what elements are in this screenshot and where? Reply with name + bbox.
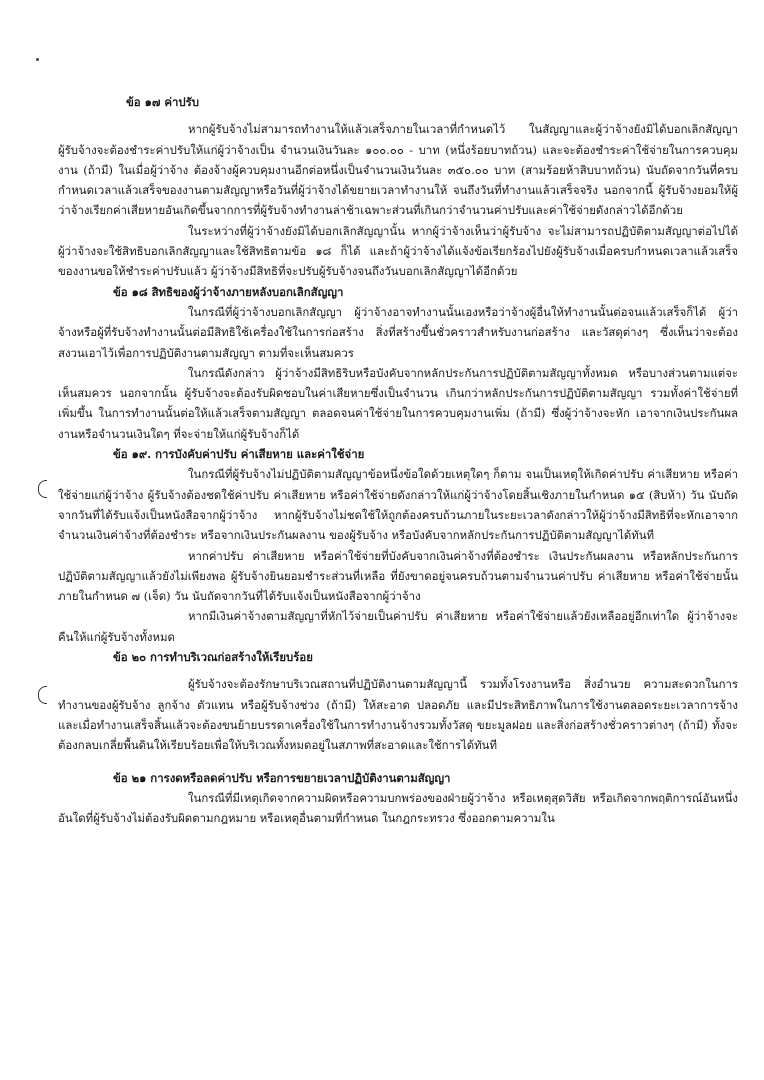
section-20-heading: ข้อ ๒๐ การทำบริเวณก่อสร้างให้เรียบร้อย: [113, 650, 313, 665]
section-17-paragraph-2: ในระหว่างที่ผู้ว่าจ้างยังมิได้บอกเลิกสัญญานั้น หากผู้ว่าจ้างเห็นว่าผู้รับจ้าง จะไม่สามารถปฏิบัติตามสัญญาต่อไปได้ ผู้ว่าจ้างจะใช้สิทธิบอกเลิกสัญญาและใช้สิทธิตามข้อ ๑๘ ก็ได้ และถ้าผู้ว่าจ้างได้แจ้งข้อเรียกร้องไปยังผู้รับจ้างเมื่อครบกำหนดเวลาแล้วเสร็จของงานขอให้ชำระค่าปรับแล้ว ผู้ว่าจ้างมีสิทธิที่จะปรับผู้รับจ้างจนถึงวันบอกเลิกสัญญาได้อีกด้วย: [58, 223, 738, 279]
section-19-paragraph-3: หากมีเงินค่าจ้างตามสัญญาที่หักไว้จ่ายเป็นค่าปรับ ค่าเสียหาย หรือค่าใช้จ่ายแล้วยังเหลืออยู่อีกเท่าใด ผู้ว่าจ้างจะคืนให้แก่ผู้รับจ้างทั้งหมด: [58, 609, 738, 644]
section-19-paragraph-1: ในกรณีที่ผู้รับจ้างไม่ปฏิบัติตามสัญญาข้อหนึ่งข้อใดด้วยเหตุใดๆ ก็ตาม จนเป็นเหตุให้เกิดค่าปรับ ค่าเสียหาย หรือค่าใช้จ่ายแก่ผู้ว่าจ้าง ผู้รับจ้างต้องชดใช้ค่าปรับ ค่าเสียหาย หรือค่าใช้จ่ายดังกล่าวให้แก่ผู้ว่าจ้างโดยสิ้นเชิงภายในกำหนด ๑๕ (สิบห้า) วัน นับถัดจากวันที่ได้รับแจ้งเป็นหนังสือจากผู้ว่าจ้าง หากผู้รับจ้างไม่ชดใช้ให้ถูกต้องครบถ้วนภายในระยะเวลาดังกล่าวให้ผู้ว่าจ้างมีสิทธิที่จะหักเอาจากจำนวนเงินค่าจ้างที่ต้องชำระ หรือจากเงินประกันผลงาน ของผู้รับจ้าง หรือบังคับจากหลักประกันการปฏิบัติตามสัญญาได้ทันที: [58, 467, 738, 543]
section-20-paragraph-1: ผู้รับจ้างจะต้องรักษาบริเวณสถานที่ปฏิบัติงานตามสัญญานี้ รวมทั้งโรงงานหรือ สิ่งอำนวย ความสะดวกในการทำงานของผู้รับจ้าง ลูกจ้าง ตัวแทน หรือผู้รับจ้างช่วง (ถ้ามี) ให้สะอาด ปลอดภัย และมีประสิทธิภาพในการใช้งานตลอดระยะเวลาการจ้าง และเมื่อทำงานเสร็จสิ้นแล้วจะต้องขนย้ายบรรดาเครื่องใช้ในการทำงานจ้างรวมทั้งวัสดุ ขยะมูลฝอย และสิ่งก่อสร้างชั่วคราวต่างๆ (ถ้ามี) ทั้งจะต้องกลบเกลี่ยพื้นดินให้เรียบร้อยเพื่อให้บริเวณทั้งหมดอยู่ในสภาพที่สะอาดและใช้การได้ทันที: [58, 677, 738, 753]
section-18-paragraph-1: ในกรณีที่ผู้ว่าจ้างบอกเลิกสัญญา ผู้ว่าจ้างอาจทำงานนั้นเองหรือว่าจ้างผู้อื่นให้ทำงานนั้นต่อจนแล้วเสร็จก็ได้ ผู้ว่าจ้างหรือผู้ที่รับจ้างทำงานนั้นต่อมีสิทธิใช้เครื่องใช้ในการก่อสร้าง สิ่งที่สร้างขึ้นชั่วคราวสำหรับงานก่อสร้าง และวัสดุต่างๆ ซึ่งเห็นว่าจะต้องสงวนเอาไว้เพื่อการปฏิบัติงานตามสัญญา ตามที่จะเห็นสมควร: [58, 304, 738, 360]
section-21-paragraph-1: ในกรณีที่มีเหตุเกิดจากความผิดหรือความบกพร่องของฝ่ายผู้ว่าจ้าง หรือเหตุสุดวิสัย หรือเกิดจากพฤติการณ์อันหนึ่งอันใดที่ผู้รับจ้างไม่ต้องรับผิดตามกฎหมาย หรือเหตุอื่นตามที่กำหนด ในกฎกระทรวง ซึ่งออกตามความใน: [58, 790, 738, 826]
section-19-heading: ข้อ ๑๙. การบังคับค่าปรับ ค่าเสียหาย และค่าใช้จ่าย: [113, 447, 365, 462]
section-18-paragraph-2: ในกรณีดังกล่าว ผู้ว่าจ้างมีสิทธิริบหรือบังคับจากหลักประกันการปฏิบัติตามสัญญาทั้งหมด หรือบางส่วนตามแต่จะเห็นสมควร นอกจากนั้น ผู้รับจ้างจะต้องรับผิดชอบในค่าเสียหายซึ่งเป็นจำนวน เกินกว่าหลักประกันการปฏิบัติตามสัญญา รวมทั้งค่าใช้จ่ายที่เพิ่มขึ้น ในการทำงานนั้นต่อให้แล้วเสร็จตามสัญญา ตลอดจนค่าใช้จ่ายในการควบคุมงานเพิ่ม (ถ้ามี) ซึ่งผู้ว่าจ้างจะหัก เอาจากเงินประกันผลงานหรือจำนวนเงินใดๆ ที่จะจ่ายให้แก่ผู้รับจ้างก็ได้: [58, 365, 738, 441]
section-18-heading: ข้อ ๑๘ สิทธิของผู้ว่าจ้างภายหลังบอกเลิกสัญญา: [113, 284, 344, 299]
punch-hole-mark: [38, 480, 47, 498]
section-17-heading: ข้อ ๑๗ ค่าปรับ: [126, 95, 199, 109]
punch-hole-mark: [38, 686, 47, 704]
section-19-paragraph-2: หากค่าปรับ ค่าเสียหาย หรือค่าใช้จ่ายที่บังคับจากเงินค่าจ้างที่ต้องชำระ เงินประกันผลงาน หรือหลักประกันการปฏิบัติตามสัญญาแล้วยังไม่เพียงพอ ผู้รับจ้างยินยอมชำระส่วนที่เหลือ ที่ยังขาดอยู่จนครบถ้วนตามจำนวนค่าปรับ ค่าเสียหาย หรือค่าใช้จ่ายนั้น ภายในกำหนด ๗ (เจ็ด) วัน นับถัดจากวันที่ได้รับแจ้งเป็นหนังสือจากผู้ว่าจ้าง: [58, 548, 738, 604]
section-17-paragraph-1: หากผู้รับจ้างไม่สามารถทำงานให้แล้วเสร็จภายในเวลาที่กำหนดไว้ ในสัญญาและผู้ว่าจ้างยังมิได้บอกเลิกสัญญา ผู้รับจ้างจะต้องชำระค่าปรับให้แก่ผู้ว่าจ้างเป็น จำนวนเงินวันละ ๑๐๐.๐๐ - บาท (หนึ่งร้อยบาทถ้วน) และจะต้องชำระค่าใช้จ่ายในการควบคุมงาน (ถ้ามี) ในเมื่อผู้ว่าจ้าง ต้องจ้างผู้ควบคุมงานอีกต่อหนึ่งเป็นจำนวนเงินวันละ ๓๕๐.๐๐ บาท (สามร้อยห้าสิบบาทถ้วน) นับถัดจากวันที่ครบกำหนดเวลาแล้วเสร็จของงานตามสัญญาหรือวันที่ผู้ว่าจ้างได้ขยายเวลาทำงานให้ จนถึงวันที่ทำงานแล้วเสร็จจริง นอกจากนี้ ผู้รับจ้างยอมให้ผู้ว่าจ้างเรียกค่าเสียหายอันเกิดขึ้นจากการที่ผู้รับจ้างทำงานล่าช้าเฉพาะส่วนที่เกินกว่าจำนวนค่าปรับและค่าใช้จ่ายดังกล่าวได้อีกด้วย: [58, 122, 738, 218]
section-21-heading: ข้อ ๒๑ การงดหรือลดค่าปรับ หรือการขยายเวลาปฏิบัติงานตามสัญญา: [113, 770, 451, 785]
scan-speck: [36, 58, 39, 61]
document-body: [58, 92, 738, 828]
